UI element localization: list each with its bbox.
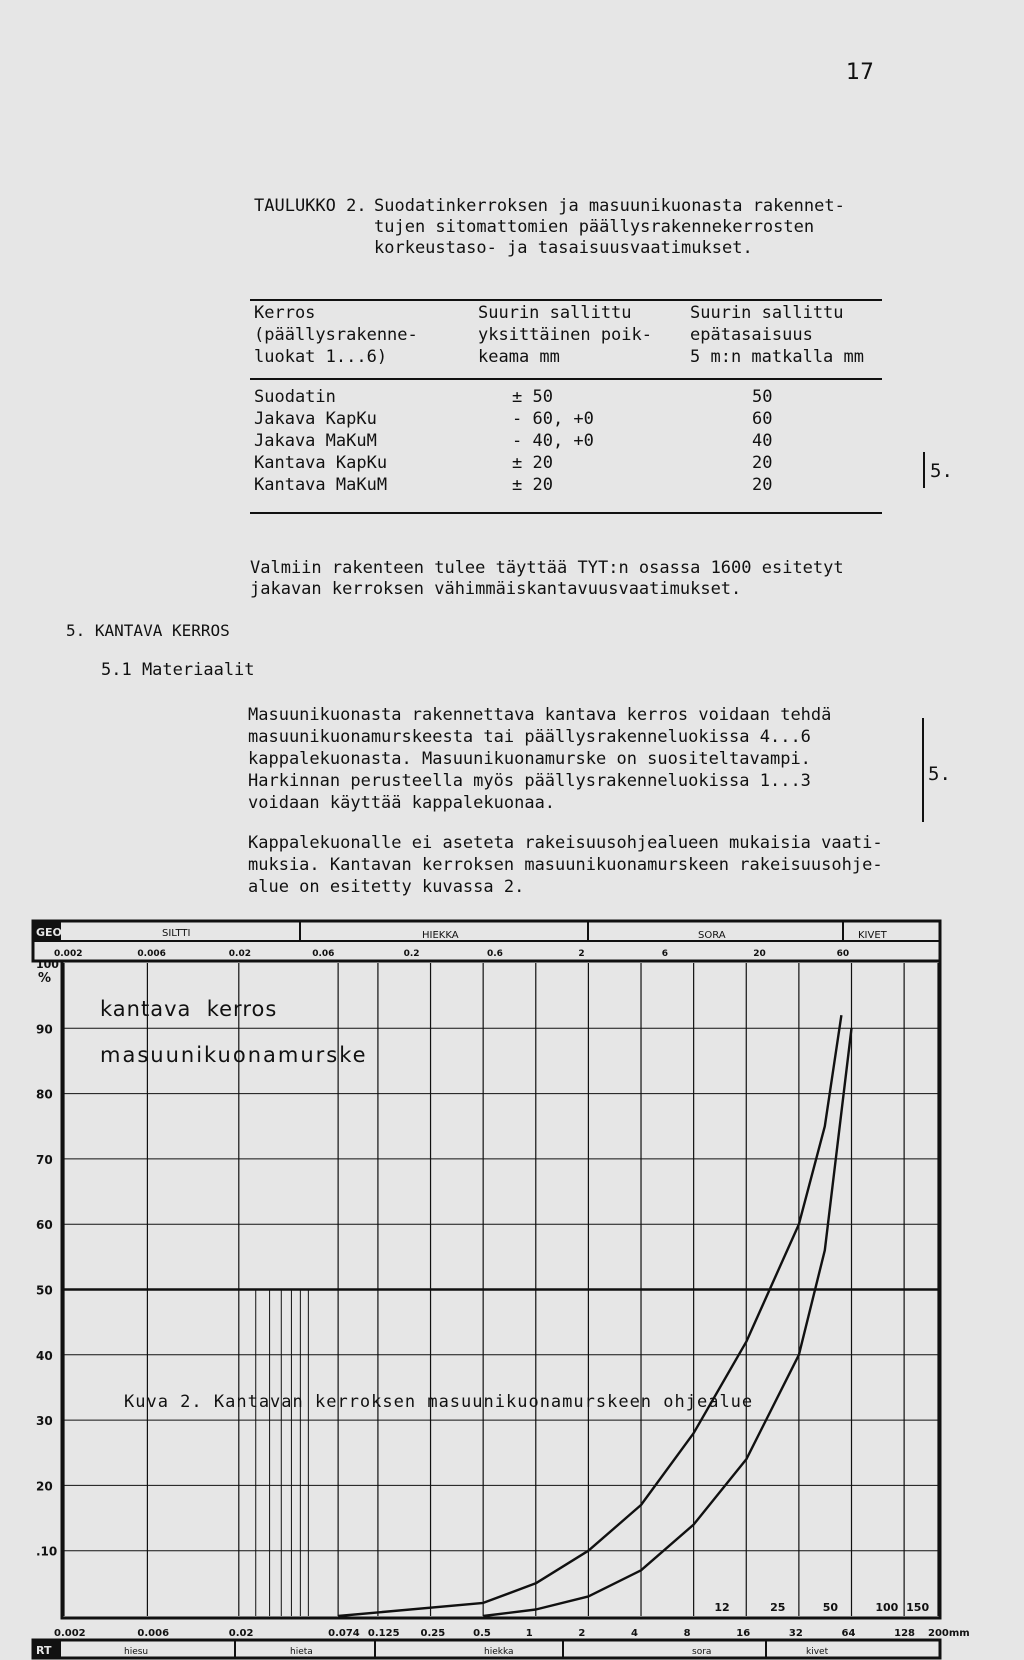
table-top-rule <box>250 299 882 301</box>
x-tick-label: 2 <box>578 1628 586 1639</box>
top-system-label: GEO <box>36 926 62 939</box>
grading-chart <box>0 900 1024 1660</box>
bottom-class-label: sora <box>692 1647 712 1657</box>
top-class-label: SILTTI <box>162 928 191 939</box>
change-bar <box>922 718 924 822</box>
table-cell: 20 <box>752 453 773 473</box>
table-cell: 60 <box>752 409 773 429</box>
bottom-system-label: RT <box>36 1644 52 1657</box>
table-cell: Kantava MaKuM <box>254 475 388 495</box>
bottom-class-label: kivet <box>806 1647 829 1657</box>
table-cell: Jakava MaKuM <box>254 431 377 451</box>
table-header-cell: epätasaisuus <box>690 325 813 345</box>
table-header-cell: keama mm <box>478 347 560 367</box>
y-tick-label: 60 <box>36 1218 53 1233</box>
table-cell: ± 20 <box>512 453 553 473</box>
paragraph-3-line: alue on esitetty kuvassa 2. <box>248 877 525 897</box>
table-cell: 50 <box>752 387 773 407</box>
table-cell: - 40, +0 <box>512 431 594 451</box>
table-header-cell: yksittäinen poik- <box>478 325 652 345</box>
table-caption-line-1: Suodatinkerroksen ja masuunikuonasta rakennet- <box>374 196 845 216</box>
table-cell: Kantava KapKu <box>254 453 388 473</box>
table-cell: - 60, +0 <box>512 409 594 429</box>
paragraph-2-line: masuunikuonamurskeesta tai päällysrakenneluokissa 4...6 <box>248 727 811 747</box>
margin-mark: 5. <box>930 460 953 482</box>
y-tick-label: 80 <box>36 1087 53 1102</box>
y-tick-label: 30 <box>36 1414 53 1429</box>
section-heading: 5. KANTAVA KERROS <box>66 621 230 640</box>
top-tick-label: 60 <box>836 949 850 959</box>
table-cell: ± 20 <box>512 475 553 495</box>
grading-curve <box>338 1015 841 1616</box>
y-tick-label: 40 <box>36 1348 53 1363</box>
table-header-rule <box>250 378 882 380</box>
sieve-label: 150 <box>906 1601 930 1614</box>
top-tick-label: 0.2 <box>403 949 420 959</box>
table-caption-label: TAULUKKO 2. <box>254 196 367 216</box>
table-header-cell: (päällysrakenne- <box>254 325 418 345</box>
sieve-label: 100 <box>875 1601 899 1614</box>
x-tick-label: 0.006 <box>137 1628 170 1639</box>
x-tick-label: 0.002 <box>54 1628 86 1639</box>
bottom-class-label: hiekka <box>484 1647 514 1657</box>
bottom-class-label: hieta <box>290 1647 313 1657</box>
table-cell: Jakava KapKu <box>254 409 377 429</box>
top-tick-label: 0.006 <box>137 949 166 959</box>
sieve-label: 25 <box>770 1601 786 1614</box>
top-tick-label: 0.02 <box>228 949 252 959</box>
table-cell: ± 50 <box>512 387 553 407</box>
x-tick-label: 16 <box>736 1628 751 1639</box>
paragraph-2-line: voidaan käyttää kappalekuonaa. <box>248 793 556 813</box>
x-tick-label: 1 <box>525 1628 533 1639</box>
paragraph-3-line: Kappalekuonalle ei aseteta rakeisuusohjealueen mukaisia vaati- <box>248 833 883 853</box>
paragraph-1-line: Valmiin rakenteen tulee täyttää TYT:n osassa 1600 esitetyt <box>250 558 844 578</box>
top-class-label: KIVET <box>858 930 887 941</box>
bottom-class-label: hiesu <box>124 1647 149 1657</box>
chart-label-line-2: masuunikuonamurske <box>100 1043 368 1067</box>
y-unit-sign: % <box>38 971 52 986</box>
figure-caption-visible: Kuva 2. Kantavan kerroksen masuunikuonamurskeen ohjealue <box>124 1392 754 1412</box>
top-class-label: HIEKKA <box>422 930 459 941</box>
table-cell: 20 <box>752 475 773 495</box>
paragraph-1-line: jakavan kerroksen vähimmäiskantavuusvaatimukset. <box>250 579 742 599</box>
top-tick-label: 6 <box>661 949 669 959</box>
x-tick-label: 200mm <box>928 1628 970 1639</box>
top-tick-label: 0.06 <box>312 949 335 959</box>
page-number: 17 <box>846 60 874 85</box>
x-tick-label: 32 <box>788 1628 803 1639</box>
y-tick-label: 20 <box>36 1479 53 1494</box>
margin-mark: 5. <box>928 763 951 785</box>
y-tick-label: 70 <box>36 1152 53 1167</box>
table-bottom-rule <box>250 512 882 514</box>
sieve-label: 50 <box>822 1601 839 1614</box>
table-caption-line-3: korkeustaso- ja tasaisuusvaatimukset. <box>374 238 753 258</box>
table-header-cell: Kerros <box>254 303 316 323</box>
table-header-cell: luokat 1...6) <box>254 347 388 367</box>
chart-label-line-1: kantava kerros <box>100 997 278 1021</box>
sieve-label: 12 <box>714 1601 730 1614</box>
paragraph-2-line: Masuunikuonasta rakennettava kantava kerros voidaan tehdä <box>248 705 832 725</box>
paragraph-2-line: Harkinnan perusteella myös päällysrakenneluokissa 1...3 <box>248 771 811 791</box>
paragraph-2-line: kappalekuonasta. Masuunikuonamurske on suositeltavampi. <box>248 749 811 769</box>
top-tick-label: 0.6 <box>487 949 503 959</box>
x-tick-label: 0.5 <box>473 1628 491 1639</box>
x-tick-label: 0.02 <box>228 1628 254 1639</box>
y-tick-label: 50 <box>36 1283 53 1298</box>
x-tick-label: 0.25 <box>420 1628 446 1639</box>
top-tick-label: 0.002 <box>54 949 83 959</box>
x-tick-label: 4 <box>631 1628 638 1639</box>
y-tick-label: 90 <box>36 1022 53 1037</box>
table-cell: 40 <box>752 431 773 451</box>
y-unit-top: 100 <box>36 958 59 971</box>
y-tick-label: .10 <box>36 1544 58 1559</box>
x-tick-label: 128 <box>894 1628 915 1639</box>
table-cell: Suodatin <box>254 387 336 407</box>
top-class-label: SORA <box>698 930 726 941</box>
top-tick-label: 2 <box>578 949 585 959</box>
table-caption-line-2: tujen sitomattomien päällysrakennekerrosten <box>374 217 815 237</box>
table-header-cell: Suurin sallittu <box>478 303 632 323</box>
change-bar <box>923 452 925 488</box>
top-tick-label: 20 <box>753 949 766 959</box>
x-tick-label: 0.074 <box>328 1628 360 1639</box>
subsection-heading: 5.1 Materiaalit <box>101 660 255 680</box>
paragraph-3-line: muksia. Kantavan kerroksen masuunikuonamurskeen rakeisuusohje- <box>248 855 883 875</box>
x-tick-label: 8 <box>683 1628 691 1639</box>
table-header-cell: Suurin sallittu <box>690 303 844 323</box>
table-header-cell: 5 m:n matkalla mm <box>690 347 864 367</box>
grading-curve <box>483 1028 851 1616</box>
x-tick-label: 64 <box>841 1628 856 1639</box>
x-tick-label: 0.125 <box>367 1628 400 1639</box>
